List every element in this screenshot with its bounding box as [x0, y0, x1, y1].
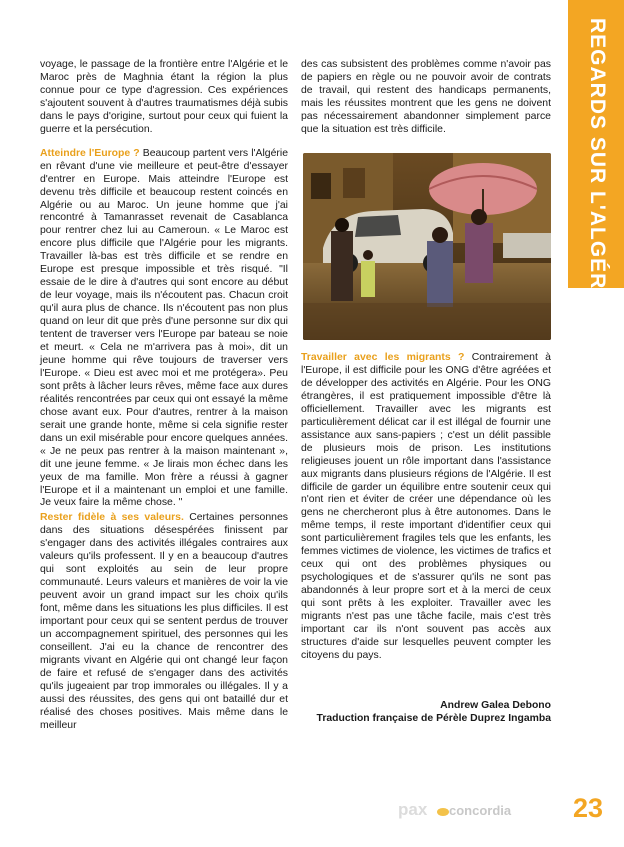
- section-tab-label: REGARDS SUR L'ALGÉRIE: [586, 18, 609, 312]
- paragraph-text: Certaines personnes dans des situations désespérées finissent par s'engager dans des activités illégales contraires aux valeurs qu'ils professent. Il y en a beaucoup d'autres qui sont exploités au sein de leur propre communauté. Leurs valeurs et manières de voir la vie peuvent avoir un grand impact sur les choix qu'ils font, même dans les situations les plus difficiles. Il est important pour ceux qui se sentent perdus de trouver un accompagnement spirituel, des personnes qui les conseillent. J'ai eu la chance de rencontrer des migrants vivant en Algérie qui ont changé leur façon de faire et refusé de s'engager dans des activités qu'ils jugeaient par trop immorales ou illégales. Il y a aussi des réussites, des gens qui ont bataillé dur et réalisé des choses positives. Mais même dans le meilleur: [40, 512, 288, 731]
- logo-text-right: concordia: [449, 803, 512, 818]
- section-heading: Rester fidèle à ses valeurs.: [40, 512, 184, 524]
- paragraph: voyage, le passage de la frontière entre l'Algérie et le Maroc près de Maghnia étant la région la plus connue pour ce type d'agression. Ces expériences s'ajoutent souvent à d'autres traumatismes déjà subis dans le pays d'origine, surtout pour ceux qui fuient la guerre et la persécution.: [40, 59, 288, 135]
- logo-text-left: pax: [398, 800, 428, 819]
- paragraph-text: Contrairement à l'Europe, il est difficile pour les ONG d'être agréées et de développer des activités en Algérie. Pour les ONG étrangères, il est pratiquement impossible d'être là officiellement. Travailler avec les migrants est particulièrement délicat car il est illégal de fournir une assistance aux sans-papiers ; c'est un délit passible de plusieurs mois de prison. Les institutions religieuses jouent un rôle important dans l'assistance aux migrants dans plusieurs régions de l'Algérie. Il est difficile de garder un équilibre entre soutenir ceux qui n'ont rien et éviter de créer une dépendance où les gens ne chercheront plus à être autonomes. Dans le même temps, il reste important d'identifier ceux qui sont particulièrement fragiles tels que les enfants, les femmes victimes de violence, les victimes de trafics et ceux qui ont des problèmes physiques ou psychologiques et de s'assurer qu'ils ne sont pas abandonnés à leur propre sort et à la merci de ceux qui sont prêts à les exploiter. Travailler avec les migrants n'est pas une tâche facile, mais c'est très important car ils n'ont souvent pas accès aux structures d'aide sur lesquelles peuvent compter les citoyens du pays.: [301, 352, 552, 661]
- paragraph: des cas subsistent des problèmes comme n'avoir pas de papiers en règle ou ne pouvoir avoir de contrats de travail, qui restent des handicaps permanents, mais les réussites montrent que les gens ne doivent pas nécessairement abandonner simplement parce que la situation est très difficile.: [301, 59, 551, 135]
- paragraph-text: Beaucoup partent vers l'Algérie en rêvant d'une vie meilleure et peut-être d'essayer d'entrer en Europe. Mais atteindre l'Europe est devenu très difficile et beaucoup restent coincés en Algérie ou au Maroc. Un jeune homme que j'ai rencontré à Tamanrasset revenait de Casablanca pour rentrer chez lui au Cameroun. « Le Maroc est encore plus difficile que l'Algérie pour les migrants. Travailler là-bas est très difficile et se rendre en Europe est presque impossible et très risqué. "Il essaie de le dire à d'autres qui sont encore au début de leur voyage, mais ils n'écoutent pas. Chacun croit qu'il aura plus de chance. Ils n'écoutent pas non plus quand on leur dit que près d'une personne sur dix qui tentent de traverser vers l'Europe par bateau se noie et meurt. « Cela ne m'arrivera pas à moi», dit un jeune homme qui rêve toujours de traverser vers l'Europe. « Dieu est avec moi et me protégera». Peu sont prêts à lâcher leurs rêves, même face aux dures réalités rencontrées par ceux qui ont essayé la même chose avant eux. Pour d'autres, rentrer à la maison serait une grande honte, même si cela signifie rester dans un exil misérable pour encore quelques années. « Je ne peux pas rentrer à la maison maintenant », dit une jeune femme. « Je lirais mon échec dans les yeux de ma famille. Mon frère a réussi à gagner l'Europe et il a maintenant un emploi et une famille. Je veux faire la même chose. ": [40, 147, 289, 509]
- signature-block: [301, 699, 551, 725]
- paragraph: [40, 148, 288, 511]
- section-heading: Atteindre l'Europe ?: [40, 147, 140, 159]
- section-heading: Travailler avec les migrants ?: [301, 352, 465, 363]
- column-right-bottom: [301, 352, 551, 663]
- column-left: [40, 59, 288, 733]
- page-number: 23: [572, 793, 604, 823]
- section-tab: [568, 0, 624, 312]
- street-photo: [303, 153, 551, 340]
- translation-credit: Traduction française de Pérèle Duprez Ingamba: [316, 713, 551, 724]
- column-right-top: [301, 59, 551, 137]
- pax-concordia-logo: [396, 795, 526, 825]
- paragraph: [301, 352, 551, 663]
- author-name: Andrew Galea Debono: [440, 700, 551, 711]
- paragraph: [40, 512, 288, 732]
